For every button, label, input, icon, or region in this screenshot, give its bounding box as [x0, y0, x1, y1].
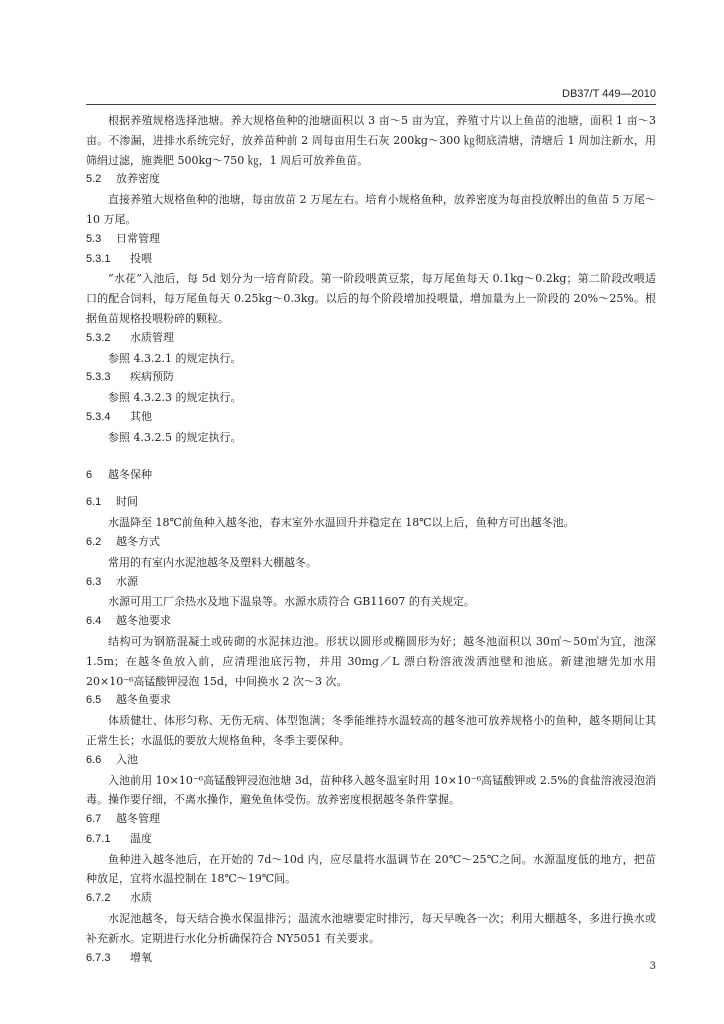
- paragraph: 根据养殖规格选择池塘。养大规格鱼种的池塘面积以 3 亩～5 亩为宜，养殖寸片以上鱼苗的池塘，面积 1 亩～3 亩。不渗漏，进排水系统完好，放养苗种前 2 周每亩用生石灰 200kg～300 ㎏彻底清塘，清塘后 1 周加注新水，用筛绢过滤，施粪肥 500kg～750 ㎏，1 周后可放养鱼苗。: [86, 114, 656, 167]
- subsection-heading: [86, 573, 656, 593]
- subsection-heading: [86, 533, 656, 553]
- heading-number: 6.7.1: [86, 832, 111, 845]
- paragraph: “水花”入池后，每 5d 划分为一培育阶段。第一阶段喂黄豆浆，每万尾鱼每天 0.1kg～0.2kg；第二阶段改喂适口的配合饲料，每万尾鱼每天 0.25kg～0.3kg。以后的每个阶段增加投喂量，增加量为上一阶段的 20%～25%。根据鱼苗规格投喂粉碎的颗粒。: [86, 272, 656, 325]
- subsection-heading: [86, 230, 656, 250]
- subsection-heading: [86, 889, 656, 909]
- heading-number: 6.1: [86, 496, 102, 509]
- subsection-heading: [86, 250, 656, 270]
- page-number: 3: [649, 961, 656, 972]
- heading-number: 6.3: [86, 575, 102, 588]
- document-code: DB37/T 449—2010: [562, 88, 656, 100]
- heading-title: 越冬方式: [116, 535, 160, 548]
- heading-title: 越冬鱼要求: [116, 694, 171, 707]
- heading-title: 越冬池要求: [116, 615, 171, 628]
- paragraph: 参照 4.3.2.1 的规定执行。: [108, 351, 242, 365]
- paragraph: 常用的有室内水泥池越冬及塑料大棚越冬。: [108, 555, 317, 569]
- heading-title: 日常管理: [116, 232, 160, 245]
- heading-number: 6: [86, 468, 93, 481]
- paragraph: 参照 4.3.2.5 的规定执行。: [108, 430, 242, 444]
- heading-title: 水源: [116, 575, 138, 588]
- heading-number: 6.6: [86, 753, 102, 766]
- heading-number: 6.7: [86, 813, 102, 826]
- paragraph: 鱼种进入越冬池后，在开始的 7d～10d 内，应尽量将水温调节在 20℃～25℃之间。水源温度低的地方，把苗种放足，宜将水温控制在 18℃～19℃间。: [86, 852, 656, 886]
- subsection-heading: [86, 329, 656, 349]
- heading-number: 5.3: [86, 232, 102, 245]
- header-divider: [86, 104, 656, 105]
- subsection-heading: [86, 493, 656, 513]
- heading-number: 6.5: [86, 694, 102, 707]
- section-heading: [86, 466, 656, 486]
- subsection-heading: [86, 691, 656, 711]
- paragraph: 直接养殖大规格鱼种的池塘，每亩放苗 2 万尾左右。培育小规格鱼种，放养密度为每亩投放孵出的鱼苗 5 万尾～10 万尾。: [86, 193, 656, 226]
- subsection-heading: [86, 368, 656, 388]
- heading-title: 水质管理: [130, 331, 174, 344]
- subsection-heading: [86, 612, 656, 632]
- heading-title: 入池: [116, 753, 138, 766]
- heading-title: 投喂: [130, 252, 152, 265]
- paragraph: 结构可为钢筋混凝土或砖砌的水泥抹边池。形状以圆形或椭圆形为好；越冬池面积以 30㎡～50㎡为宜，池深 1.5m；在越冬鱼放入前，应清理池底污物，并用 30mg／L 漂白粉溶液泼洒池壁和池底。新建池塘先加水用 20×10⁻⁶高锰酸钾浸泡 15d，中间换水 2 次～3 次。: [86, 634, 656, 688]
- heading-number: 6.7.3: [86, 951, 111, 964]
- heading-number: 5.3.4: [86, 410, 111, 423]
- heading-number: 6.4: [86, 615, 102, 628]
- paragraph: 水泥池越冬，每天结合换水保温排污；温流水池塘要定时排污，每天早晚各一次；利用大棚越冬，多进行换水或补充新水。定期进行水化分析确保符合 NY5051 有关要求。: [86, 912, 656, 945]
- heading-title: 时间: [116, 496, 138, 509]
- paragraph: 水源可用工厂余热水及地下温泉等。水源水质符合 GB11607 的有关规定。: [108, 595, 475, 609]
- heading-title: 温度: [130, 832, 152, 845]
- subsection-heading: [86, 810, 656, 830]
- heading-title: 放养密度: [116, 173, 160, 186]
- heading-title: 越冬管理: [116, 813, 160, 826]
- heading-title: 其他: [130, 410, 152, 423]
- heading-number: 5.3.1: [86, 252, 111, 265]
- document-body: [86, 111, 656, 968]
- heading-title: 水质: [130, 892, 152, 905]
- paragraph: 参照 4.3.2.3 的规定执行。: [108, 391, 242, 405]
- heading-number: 5.3.3: [86, 371, 111, 384]
- subsection-heading: [86, 830, 656, 850]
- subsection-heading: [86, 408, 656, 428]
- paragraph: 入池前用 10×10⁻⁶高锰酸钾浸泡池塘 3d，苗种移入越冬温室时用 10×10⁻⁶高锰酸钾或 2.5%的食盐溶液浸泡消毒。操作要仔细，不离水操作，避免鱼体受伤。放养密度根据越冬条件掌握。: [86, 773, 656, 807]
- paragraph: 体质健壮、体形匀称、无伤无病、体型饱满；冬季能维持水温较高的越冬池可放养规格小的鱼种，越冬期间让其正常生长；水温低的要放大规格鱼种，冬季主要保种。: [86, 714, 656, 747]
- subsection-heading: [86, 170, 656, 190]
- subsection-heading: [86, 751, 656, 771]
- heading-number: 6.2: [86, 535, 102, 548]
- heading-number: 5.2: [86, 173, 102, 186]
- heading-title: 疾病预防: [130, 371, 174, 384]
- subsection-heading: [86, 949, 656, 969]
- heading-number: 5.3.2: [86, 331, 111, 344]
- heading-title: 越冬保种: [108, 468, 152, 481]
- heading-title: 增氧: [130, 951, 152, 964]
- heading-number: 6.7.2: [86, 892, 111, 905]
- paragraph: 水温降至 18℃前鱼种入越冬池，春末室外水温回升并稳定在 18℃以上后，鱼种方可出越冬池。: [108, 516, 575, 530]
